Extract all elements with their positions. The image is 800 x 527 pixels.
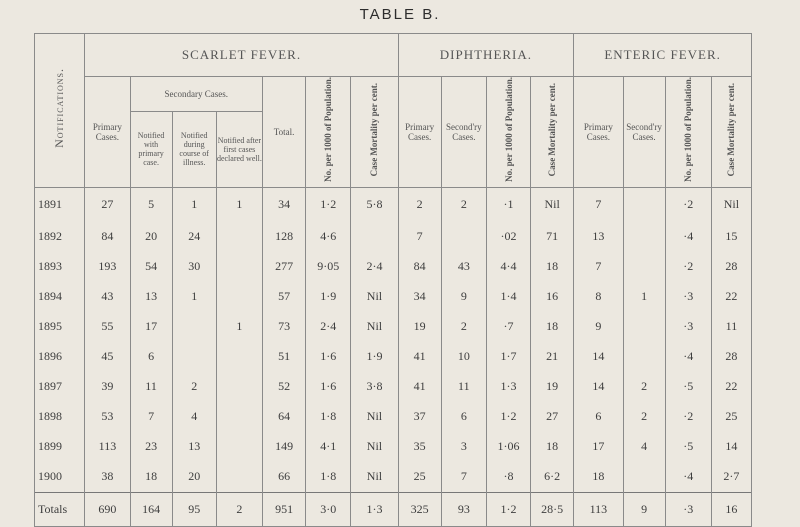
totals-cell: 9 [623, 492, 665, 526]
table-cell: 9·05 [306, 252, 351, 282]
table-cell: 66 [263, 462, 306, 493]
table-cell: 1 [172, 187, 216, 222]
table-cell: 71 [531, 222, 574, 252]
table-cell: 9 [574, 312, 623, 342]
table-cell: 2 [623, 402, 665, 432]
table-cell: 22 [711, 282, 751, 312]
table-cell: 1 [623, 282, 665, 312]
table-cell [623, 252, 665, 282]
table-body [35, 187, 752, 526]
sf-primary-cases-header: Primary Cases. [85, 77, 130, 188]
totals-cell: 28·5 [531, 492, 574, 526]
totals-cell: 690 [85, 492, 130, 526]
table-cell: 20 [172, 462, 216, 493]
table-cell: 22 [711, 372, 751, 402]
table-cell: 51 [263, 342, 306, 372]
table-cell: 18 [531, 252, 574, 282]
table-cell: 21 [531, 342, 574, 372]
table-row [35, 402, 752, 432]
table-cell: 27 [85, 187, 130, 222]
table-cell [172, 342, 216, 372]
totals-cell: 325 [398, 492, 441, 526]
table-cell: 16 [531, 282, 574, 312]
dip-per-1000-header: No. per 1000 of Population. [486, 77, 530, 188]
table-cell: ·2 [665, 187, 711, 222]
table-cell: ·3 [665, 282, 711, 312]
table-cell: Nil [351, 462, 398, 493]
table-cell: 25 [711, 402, 751, 432]
table-cell: 2·4 [351, 252, 398, 282]
table-cell: Nil [351, 312, 398, 342]
table-cell: 7 [398, 222, 441, 252]
table-cell [216, 462, 262, 493]
table-cell: 2·7 [711, 462, 751, 493]
table-cell: ·02 [486, 222, 530, 252]
table-cell: 8 [574, 282, 623, 312]
table-cell: 1·6 [306, 342, 351, 372]
table-cell: 64 [263, 402, 306, 432]
table-cell: 11 [441, 372, 486, 402]
table-cell: 3·8 [351, 372, 398, 402]
ent-case-mortality-header: Case Mortality per cent. [711, 77, 751, 188]
notifications-table [34, 33, 752, 527]
table-cell: 4 [172, 402, 216, 432]
table-cell: ·8 [486, 462, 530, 493]
table-cell: 1·6 [306, 372, 351, 402]
table-cell: 1·8 [306, 402, 351, 432]
totals-cell: 951 [263, 492, 306, 526]
totals-cell: 93 [441, 492, 486, 526]
sf-case-mortality-header: Case Mortality per cent. [351, 77, 398, 188]
table-title: TABLE B. [359, 6, 441, 23]
table-cell: 41 [398, 372, 441, 402]
year-cell: 1894 [35, 282, 85, 312]
ent-per-1000-header: No. per 1000 of Population. [665, 77, 711, 188]
table-cell: 4·6 [306, 222, 351, 252]
table-cell: 30 [172, 252, 216, 282]
table-cell: 25 [398, 462, 441, 493]
table-row [35, 462, 752, 493]
year-cell: 1891 [35, 187, 85, 222]
table-cell: 28 [711, 342, 751, 372]
table-row [35, 222, 752, 252]
table-cell: 2·4 [306, 312, 351, 342]
table-cell: 4 [623, 432, 665, 462]
table-cell: 27 [531, 402, 574, 432]
table-cell: 37 [398, 402, 441, 432]
table-row [35, 187, 752, 222]
sf-per-1000-header: No. per 1000 of Population. [306, 77, 351, 188]
table-cell: ·7 [486, 312, 530, 342]
table-cell: 1·2 [306, 187, 351, 222]
table-cell: Nil [711, 187, 751, 222]
table-cell: Nil [351, 402, 398, 432]
year-cell: 1895 [35, 312, 85, 342]
table-cell: 5 [130, 187, 172, 222]
table-cell [623, 222, 665, 252]
table-row [35, 372, 752, 402]
table-cell: 4·4 [486, 252, 530, 282]
table-cell: 18 [574, 462, 623, 493]
table-cell: 6·2 [531, 462, 574, 493]
table-cell: 14 [711, 432, 751, 462]
table-cell [216, 432, 262, 462]
table-cell: 2 [398, 187, 441, 222]
table-cell: Nil [351, 282, 398, 312]
table-cell: 55 [85, 312, 130, 342]
table-cell [216, 222, 262, 252]
year-cell: 1897 [35, 372, 85, 402]
table-cell: 7 [130, 402, 172, 432]
dip-case-mortality-header: Case Mortality per cent. [531, 77, 574, 188]
table-cell [172, 312, 216, 342]
diphtheria-header: DIPHTHERIA. [398, 34, 574, 77]
table-cell: 84 [85, 222, 130, 252]
sf-secondary-cases-header: Secondary Cases. [130, 77, 262, 112]
table-cell: 17 [574, 432, 623, 462]
table-cell: 2 [441, 312, 486, 342]
table-cell: 41 [398, 342, 441, 372]
table-cell: 113 [85, 432, 130, 462]
table-cell: 43 [441, 252, 486, 282]
notified-with-primary-header: Notified with primary case. [130, 111, 172, 187]
table-cell: 7 [574, 252, 623, 282]
table-cell: 20 [130, 222, 172, 252]
table-cell: 13 [130, 282, 172, 312]
dip-primary-cases-header: Primary Cases. [398, 77, 441, 188]
table-cell: 1 [216, 312, 262, 342]
notifications-header: Notifications. [35, 34, 85, 188]
year-cell: 1899 [35, 432, 85, 462]
table-cell: 6 [574, 402, 623, 432]
totals-cell: 3·0 [306, 492, 351, 526]
table-cell: 1·3 [486, 372, 530, 402]
totals-cell: 113 [574, 492, 623, 526]
scarlet-fever-header: SCARLET FEVER. [85, 34, 398, 77]
table-cell: 23 [130, 432, 172, 462]
table-cell: 1·4 [486, 282, 530, 312]
totals-cell: 95 [172, 492, 216, 526]
table-cell [216, 342, 262, 372]
table-cell: 84 [398, 252, 441, 282]
table-cell: 73 [263, 312, 306, 342]
table-row [35, 312, 752, 342]
table-cell: Nil [531, 187, 574, 222]
table-cell [216, 402, 262, 432]
table-cell: 11 [711, 312, 751, 342]
ent-primary-cases-header: Primary Cases. [574, 77, 623, 188]
table-cell: 14 [574, 342, 623, 372]
table-cell: 18 [531, 312, 574, 342]
ent-secondary-cases-header: Second'ry Cases. [623, 77, 665, 188]
table-cell: 13 [172, 432, 216, 462]
table-cell: 34 [263, 187, 306, 222]
table-cell: ·5 [665, 432, 711, 462]
year-cell: 1898 [35, 402, 85, 432]
table-cell: 6 [130, 342, 172, 372]
table-cell: 34 [398, 282, 441, 312]
table-cell [623, 462, 665, 493]
table-cell: 277 [263, 252, 306, 282]
table-cell: 13 [574, 222, 623, 252]
table-row [35, 432, 752, 462]
table-cell: 1·7 [486, 342, 530, 372]
table-cell [216, 372, 262, 402]
table-cell [216, 282, 262, 312]
table-cell: 9 [441, 282, 486, 312]
year-cell: 1892 [35, 222, 85, 252]
table-cell: 28 [711, 252, 751, 282]
totals-cell: 1·2 [486, 492, 530, 526]
table-row [35, 252, 752, 282]
totals-row [35, 492, 752, 526]
table-cell: 1 [216, 187, 262, 222]
table-cell: 6 [441, 402, 486, 432]
table-cell: 3 [441, 432, 486, 462]
table-cell: ·2 [665, 252, 711, 282]
table-cell: 1·06 [486, 432, 530, 462]
year-cell: 1900 [35, 462, 85, 493]
table-cell: 1 [172, 282, 216, 312]
notified-after-first-header: Notified after first cases declared well. [216, 111, 262, 187]
table-row [35, 282, 752, 312]
table-cell: 57 [263, 282, 306, 312]
sf-total-header: Total. [263, 77, 306, 188]
table-cell: 4·1 [306, 432, 351, 462]
year-cell: 1893 [35, 252, 85, 282]
table-cell: 35 [398, 432, 441, 462]
table-cell: ·2 [665, 402, 711, 432]
table-cell: 18 [531, 432, 574, 462]
totals-cell: 1·3 [351, 492, 398, 526]
notified-during-course-header: Notified during course of illness. [172, 111, 216, 187]
table-cell: 1·9 [351, 342, 398, 372]
totals-label: Totals [35, 492, 85, 526]
table-cell: 1·2 [486, 402, 530, 432]
dip-secondary-cases-header: Second'ry Cases. [441, 77, 486, 188]
totals-cell: 16 [711, 492, 751, 526]
table-cell: ·5 [665, 372, 711, 402]
table-cell: 7 [574, 187, 623, 222]
table-cell: ·4 [665, 222, 711, 252]
table-cell: 54 [130, 252, 172, 282]
enteric-fever-header: ENTERIC FEVER. [574, 34, 752, 77]
totals-cell: 164 [130, 492, 172, 526]
table-cell: 24 [172, 222, 216, 252]
table-cell: 5·8 [351, 187, 398, 222]
table-cell: ·3 [665, 312, 711, 342]
table-cell: 19 [531, 372, 574, 402]
table-cell [351, 222, 398, 252]
year-cell: 1896 [35, 342, 85, 372]
table-cell: 149 [263, 432, 306, 462]
table-cell [623, 312, 665, 342]
table-cell: 2 [441, 187, 486, 222]
table-cell: 11 [130, 372, 172, 402]
table-cell: 2 [623, 372, 665, 402]
table-cell: 18 [130, 462, 172, 493]
table-cell: 45 [85, 342, 130, 372]
table-cell: 10 [441, 342, 486, 372]
table-cell: 17 [130, 312, 172, 342]
table-cell: ·4 [665, 462, 711, 493]
totals-cell: 2 [216, 492, 262, 526]
table-cell: ·1 [486, 187, 530, 222]
table-cell: 39 [85, 372, 130, 402]
table-cell: ·4 [665, 342, 711, 372]
table-cell [216, 252, 262, 282]
table-cell: Nil [351, 432, 398, 462]
table-cell: 7 [441, 462, 486, 493]
table-cell: 43 [85, 282, 130, 312]
table-cell: 193 [85, 252, 130, 282]
table-cell [441, 222, 486, 252]
table-cell: 14 [574, 372, 623, 402]
table-cell [623, 187, 665, 222]
table-cell: 52 [263, 372, 306, 402]
table-cell: 38 [85, 462, 130, 493]
totals-cell: ·3 [665, 492, 711, 526]
table-row [35, 342, 752, 372]
table-cell: 1·9 [306, 282, 351, 312]
table-cell: 19 [398, 312, 441, 342]
table-cell: 53 [85, 402, 130, 432]
table-cell: 128 [263, 222, 306, 252]
table-cell [623, 342, 665, 372]
table-cell: 15 [711, 222, 751, 252]
table-cell: 2 [172, 372, 216, 402]
table-cell: 1·8 [306, 462, 351, 493]
